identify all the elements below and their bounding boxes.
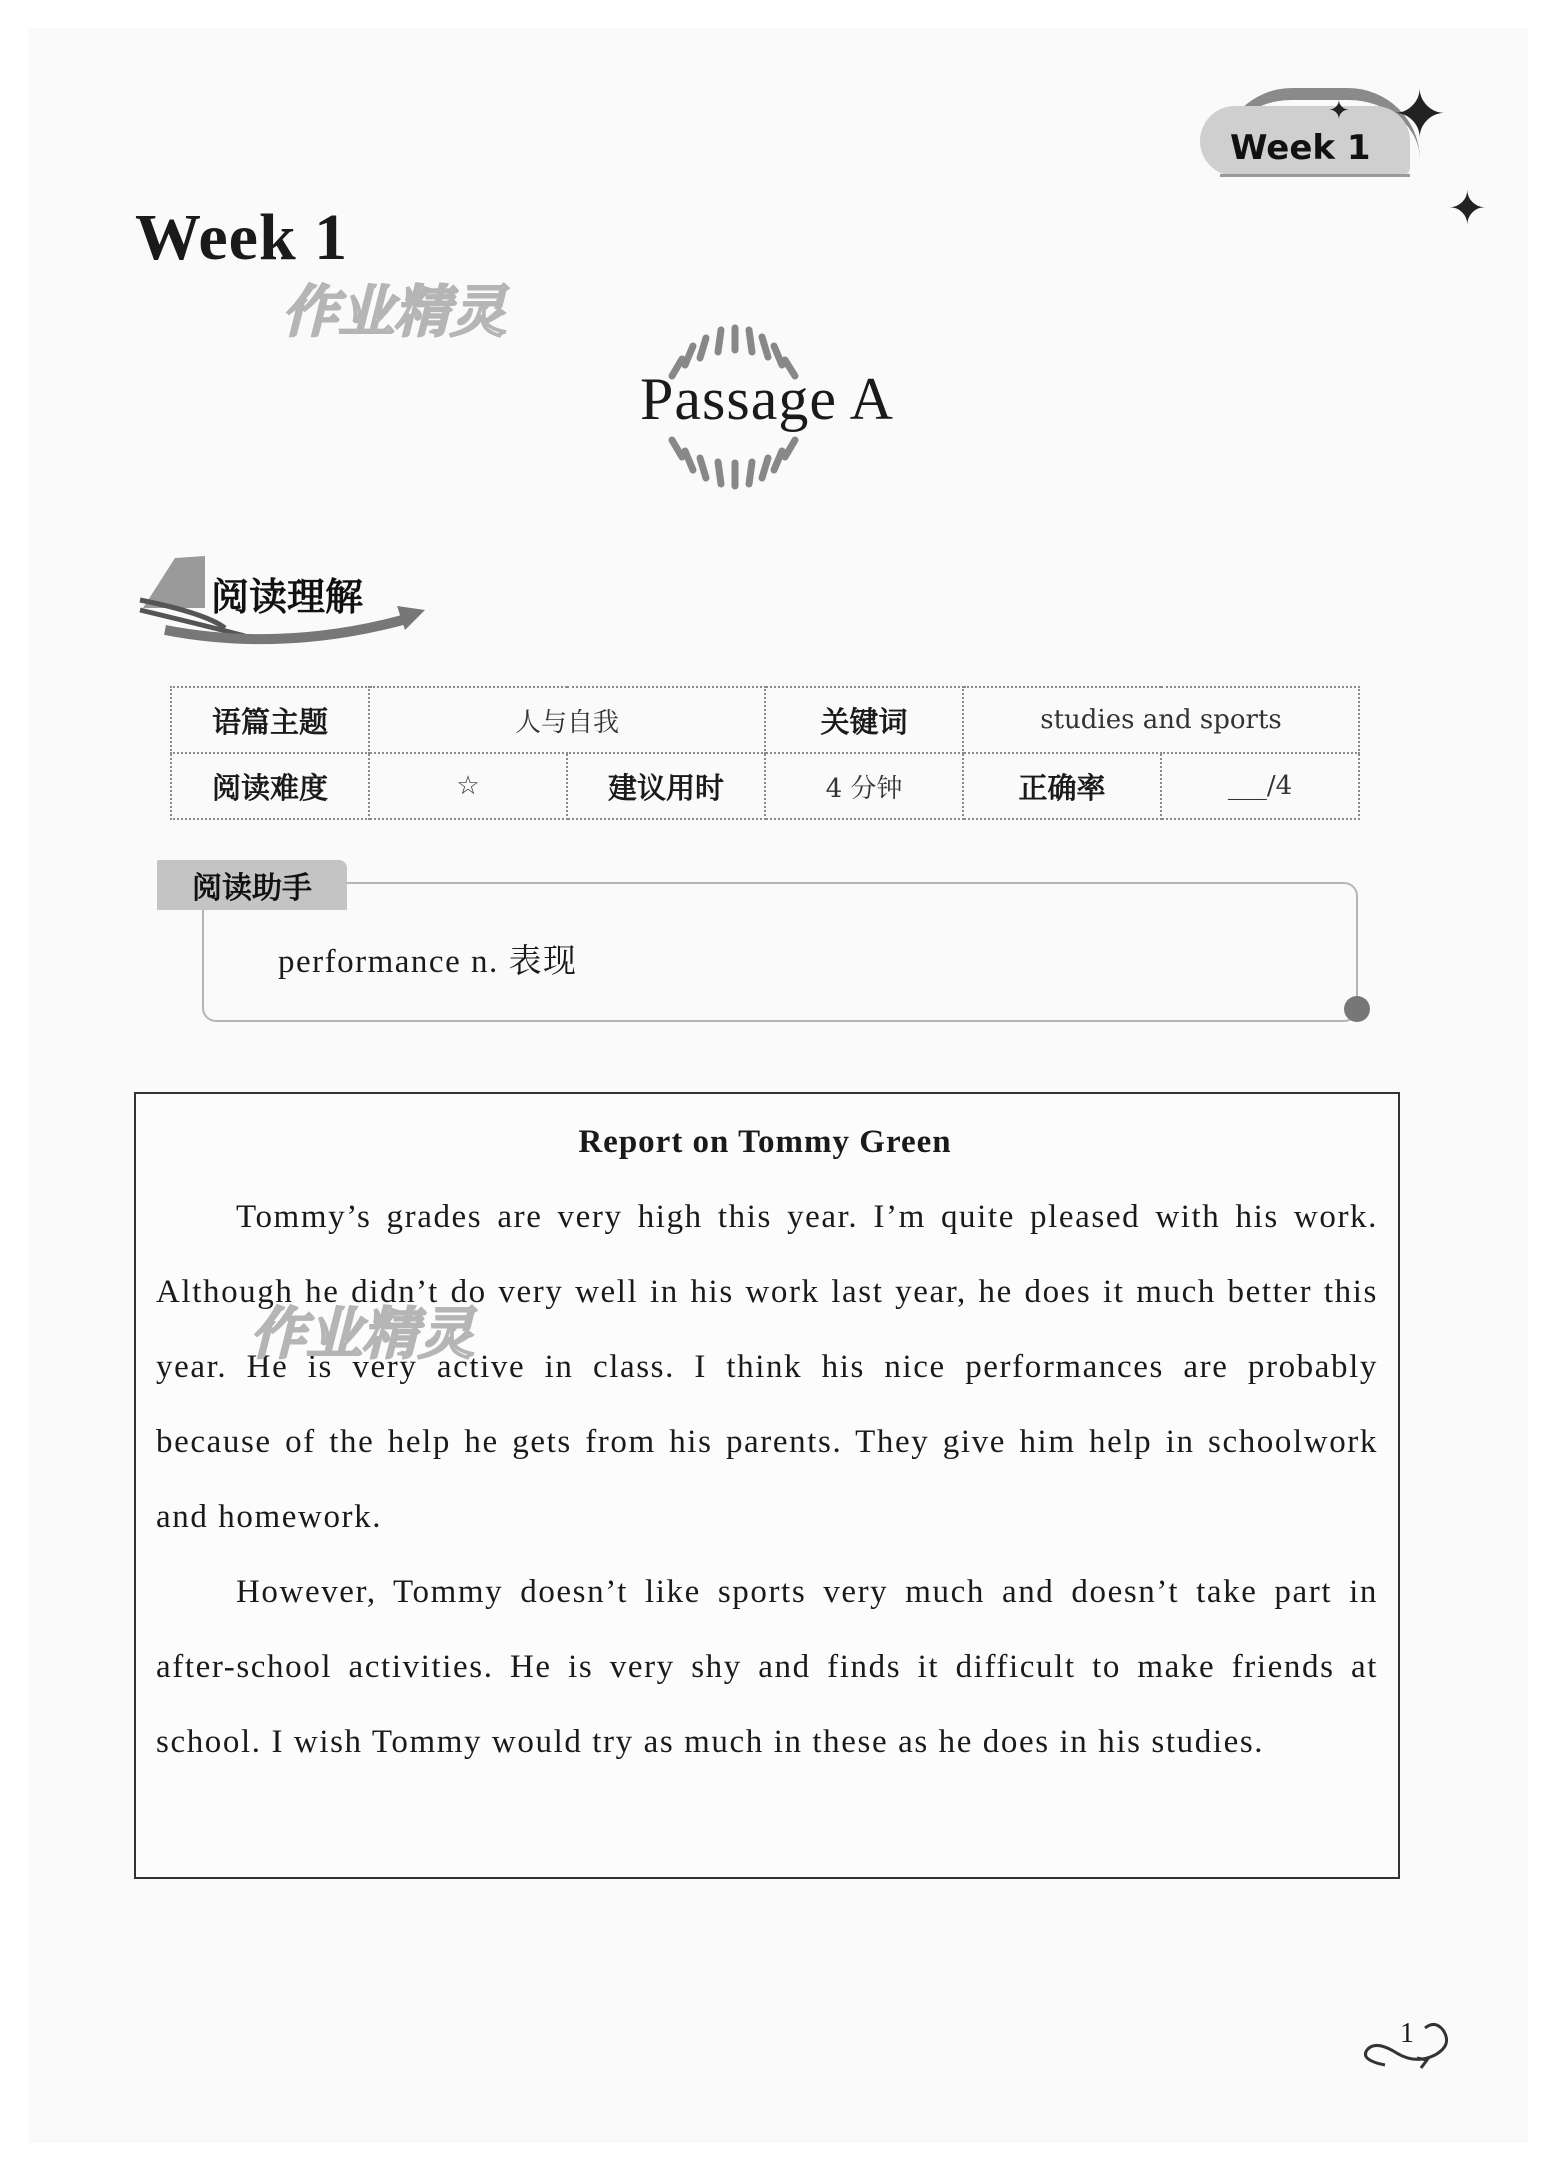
star-icon: ✦	[1448, 181, 1487, 235]
large-star-icon: ✦	[1392, 76, 1448, 153]
table-cell-key: 阅读难度	[171, 753, 369, 819]
table-cell-value: ☆	[369, 753, 567, 819]
report-title: Report on Tommy Green	[578, 1124, 952, 1160]
section-label: 阅读理解	[211, 575, 364, 619]
badge-underline	[1220, 174, 1410, 177]
accuracy-blank[interactable]: ___/4	[1161, 753, 1359, 819]
small-star-icon: ✦	[1328, 96, 1350, 126]
table-cell-key: 建议用时	[567, 753, 765, 819]
table-cell-key: 正确率	[963, 753, 1161, 819]
table-row	[171, 753, 1359, 819]
table-cell-key: 关键词	[765, 687, 963, 753]
paragraph: However, Tommy doesn’t like sports very much and doesn’t take part in after-school activities. He is very shy and finds it difficult to make friends at school. I wish Tommy would try as much in these as he does in his studies.	[156, 1574, 1378, 1760]
paragraph: Tommy’s grades are very high this year. I’m quite pleased with his work. Although he didn’t do very well in his work last year, he does it much better this year. He is very active in class. I think his nice performances are probably because of the help he gets from his parents. They give him help in schoolwork and homework.	[156, 1199, 1378, 1535]
watermark: 作业精灵	[250, 1302, 474, 1367]
helper-entry: performance n. 表现	[278, 944, 578, 980]
section-header	[135, 548, 435, 648]
info-table	[170, 686, 1360, 820]
passage-title: Passage A	[640, 366, 894, 432]
table-cell-key: 语篇主题	[171, 687, 369, 753]
week-title: Week 1	[135, 201, 349, 274]
badge-label: Week 1	[1230, 128, 1371, 168]
table-cell-value: 4 分钟	[765, 753, 963, 819]
helper-dot	[1344, 996, 1370, 1022]
table-cell-value: studies and sports	[963, 687, 1359, 753]
table-row	[171, 687, 1359, 753]
passage-heading	[610, 310, 930, 510]
page-number: 1	[1400, 2018, 1414, 2049]
table-cell-value: 人与自我	[369, 687, 765, 753]
watermark: 作业精灵	[282, 280, 506, 345]
helper-tab: 阅读助手	[157, 860, 347, 910]
